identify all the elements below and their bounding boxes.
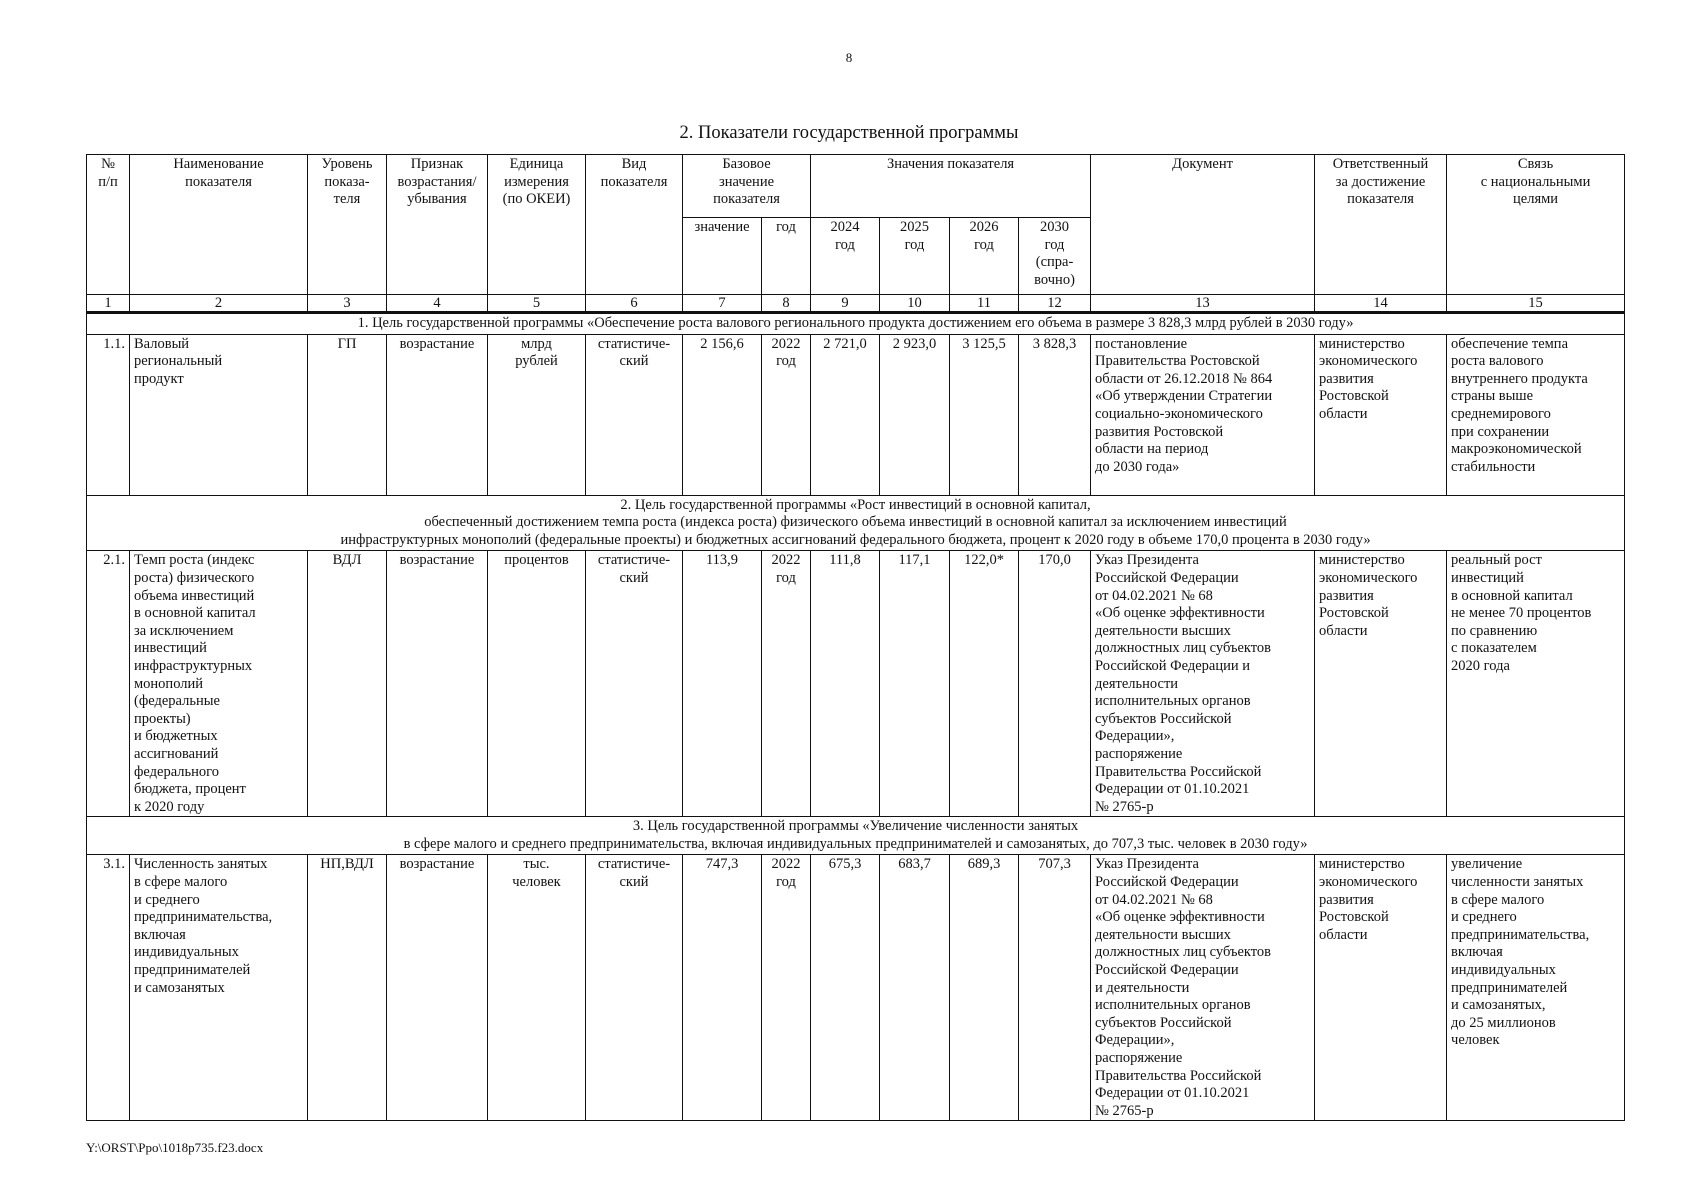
table-row [87, 334, 1625, 495]
row-base-value: 113,9 [683, 551, 762, 817]
header-responsible: Ответственный за достижение показателя [1315, 155, 1447, 295]
header-level: Уровень показа- теля [308, 155, 387, 295]
header-base-value: значение [683, 218, 762, 295]
column-number: 1 [87, 295, 130, 313]
header-link: Связь с национальными целями [1447, 155, 1625, 295]
row-link: увеличение численности занятых в сфере малого и среднего предпринимательства, включая индивидуальных предпринимателей и самозанятых, до 25 миллионов человек [1447, 855, 1625, 1121]
header-name: Наименование показателя [130, 155, 308, 295]
row-document: Указ Президента Российской Федерации от 04.02.2021 № 68 «Об оценке эффективности деятельности высших должностных лиц субъектов Российской Федерации и деятельности исполнительных органов субъектов Российской Федерации», распоряжение Правительства Российской Федерации от 01.10.2021 № 2765-р [1091, 855, 1315, 1121]
table-row [87, 855, 1625, 1121]
row-responsible: министерство экономического развития Ростовской области [1315, 334, 1447, 495]
row-sign: возрастание [387, 855, 488, 1121]
row-value-2026: 3 125,5 [950, 334, 1019, 495]
header-2025: 2025 год [880, 218, 950, 295]
row-base-value: 2 156,6 [683, 334, 762, 495]
row-level: ГП [308, 334, 387, 495]
row-num: 1.1. [87, 334, 130, 495]
indicators-table [86, 154, 1625, 1121]
column-number: 7 [683, 295, 762, 313]
row-value-2024: 111,8 [811, 551, 880, 817]
row-value-2025: 2 923,0 [880, 334, 950, 495]
header-num: № п/п [87, 155, 130, 295]
row-value-2024: 675,3 [811, 855, 880, 1121]
row-value-2025: 117,1 [880, 551, 950, 817]
table-header-row [87, 155, 1625, 218]
row-base-year: 2022 год [762, 855, 811, 1121]
row-unit: млрд рублей [488, 334, 586, 495]
row-name: Валовый региональный продукт [130, 334, 308, 495]
header-2024: 2024 год [811, 218, 880, 295]
row-type: статистиче- ский [586, 855, 683, 1121]
row-value-2026: 122,0* [950, 551, 1019, 817]
goal-row-3 [87, 817, 1625, 855]
row-sign: возрастание [387, 334, 488, 495]
row-level: НП,ВДЛ [308, 855, 387, 1121]
goal-text: 1. Цель государственной программы «Обеспечение роста валового регионального продукта достижением его объема в размере 3 828,3 млрд рублей в 2030 году» [87, 313, 1625, 335]
column-number: 4 [387, 295, 488, 313]
header-type: Вид показателя [586, 155, 683, 295]
goal-row-2 [87, 495, 1625, 551]
column-number: 11 [950, 295, 1019, 313]
row-value-2024: 2 721,0 [811, 334, 880, 495]
column-numbers-row [87, 295, 1625, 313]
row-unit: процентов [488, 551, 586, 817]
page-title: 2. Показатели государственной программы [679, 123, 1019, 143]
goal-text: 3. Цель государственной программы «Увеличение численности занятых в сфере малого и среднего предпринимательства, включая индивидуальных предпринимателей и самозанятых, до 707,3 тыс. человек в 2030 году» [87, 817, 1625, 855]
row-value-2030: 3 828,3 [1019, 334, 1091, 495]
row-base-year: 2022 год [762, 551, 811, 817]
column-number: 6 [586, 295, 683, 313]
column-number: 14 [1315, 295, 1447, 313]
row-num: 3.1. [87, 855, 130, 1121]
row-base-year: 2022 год [762, 334, 811, 495]
table-row [87, 551, 1625, 817]
row-num: 2.1. [87, 551, 130, 817]
row-responsible: министерство экономического развития Ростовской области [1315, 551, 1447, 817]
row-unit: тыс. человек [488, 855, 586, 1121]
row-level: ВДЛ [308, 551, 387, 817]
header-base: Базовое значение показателя [683, 155, 811, 218]
column-number: 13 [1091, 295, 1315, 313]
column-number: 9 [811, 295, 880, 313]
header-document: Документ [1091, 155, 1315, 295]
row-value-2030: 707,3 [1019, 855, 1091, 1121]
row-sign: возрастание [387, 551, 488, 817]
row-type: статистиче- ский [586, 334, 683, 495]
header-2030: 2030 год (спра- вочно) [1019, 218, 1091, 295]
row-value-2025: 683,7 [880, 855, 950, 1121]
row-document: Указ Президента Российской Федерации от 04.02.2021 № 68 «Об оценке эффективности деятельности высших должностных лиц субъектов Российской Федерации и деятельности исполнительных органов субъектов Российской Федерации», распоряжение Правительства Российской Федерации от 01.10.2021 № 2765-р [1091, 551, 1315, 817]
column-number: 10 [880, 295, 950, 313]
footer-file-path: Y:\ORST\Ppo\1018p735.f23.docx [86, 1140, 264, 1155]
header-2026: 2026 год [950, 218, 1019, 295]
column-number: 12 [1019, 295, 1091, 313]
row-responsible: министерство экономического развития Ростовской области [1315, 855, 1447, 1121]
row-name: Численность занятых в сфере малого и среднего предпринимательства, включая индивидуальных предпринимателей и самозанятых [130, 855, 308, 1121]
page-number: 8 [845, 50, 853, 65]
column-number: 8 [762, 295, 811, 313]
header-unit: Единица измерения (по ОКЕИ) [488, 155, 586, 295]
row-value-2026: 689,3 [950, 855, 1019, 1121]
header-base-year: год [762, 218, 811, 295]
column-number: 2 [130, 295, 308, 313]
row-name: Темп роста (индекс роста) физического объема инвестиций в основной капитал за исключением инвестиций инфраструктурных монополий (федеральные проекты) и бюджетных ассигнований федерального бюджета, процент к 2020 году [130, 551, 308, 817]
row-link: обеспечение темпа роста валового внутреннего продукта страны выше среднемирового при сохранении макроэкономической стабильности [1447, 334, 1625, 495]
row-value-2030: 170,0 [1019, 551, 1091, 817]
row-document: постановление Правительства Ростовской области от 26.12.2018 № 864 «Об утверждении Стратегии социально-экономического развития Ростовской области на период до 2030 года» [1091, 334, 1315, 495]
row-type: статистиче- ский [586, 551, 683, 817]
header-sign: Признак возрастания/ убывания [387, 155, 488, 295]
goal-text: 2. Цель государственной программы «Рост инвестиций в основной капитал, обеспеченный достижением темпа роста (индекса роста) физического объема инвестиций в основной капитал за исключением инвестиций инфраструктурных монополий (федеральные проекты) и бюджетных ассигнований федерального бюджета, процент к 2020 году в объеме 170,0 процента в 2030 году» [87, 495, 1625, 551]
row-link: реальный рост инвестиций в основной капитал не менее 70 процентов по сравнению с показателем 2020 года [1447, 551, 1625, 817]
goal-row-1 [87, 313, 1625, 335]
column-number: 3 [308, 295, 387, 313]
column-number: 5 [488, 295, 586, 313]
column-number: 15 [1447, 295, 1625, 313]
header-values: Значения показателя [811, 155, 1091, 218]
row-base-value: 747,3 [683, 855, 762, 1121]
